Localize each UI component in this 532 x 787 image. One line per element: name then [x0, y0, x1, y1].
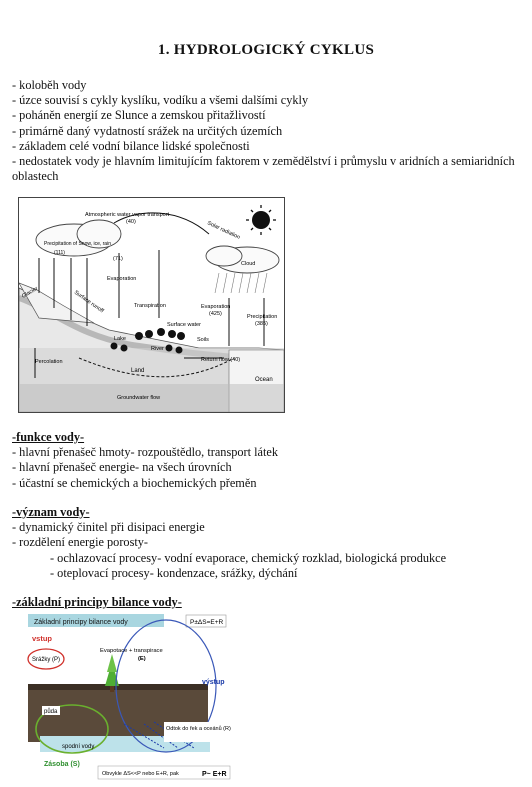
zasoba-label: Zásoba (S) [44, 761, 80, 768]
funkce-heading: -funkce vody- [12, 430, 85, 444]
funkce-item: - hlavní přenašeč hmoty- rozpouštědlo, transport látek [12, 445, 279, 460]
srazky-label: Srážky (P) [32, 657, 61, 663]
odtok-label: Odtok do řek a oceánů (R) [166, 726, 231, 732]
evap-e-label: (E) [138, 656, 146, 662]
precip-land-label: Precipitation of Snow, ice, rain [44, 241, 111, 247]
intro-item: - nedostatek vody je hlavním limitujícím faktorem v zemědělství i průmyslu v aridních a semiaridních oblastech [12, 154, 515, 184]
vyznam-item: - dynamický činitel při disipaci energie [12, 520, 205, 535]
spodni-label: spodní vody [62, 744, 95, 750]
water-balance-figure [14, 614, 254, 782]
vstup-label: vstup [32, 634, 53, 643]
balance-note-formula: P~ E+R [202, 771, 227, 778]
vyznam-item: - rozdělení energie porosty- [12, 535, 149, 550]
funkce-item: - hlavní přenašeč energie- na všech úrovních [12, 460, 232, 475]
ocean-label: Ocean [255, 377, 273, 383]
solar-label: Solar radiation [206, 220, 241, 241]
soils-label: Soils [197, 337, 209, 343]
funkce-item: - účastní se chemických a biochemických přeměn [12, 475, 257, 490]
precip-land-value: (111) [54, 250, 65, 256]
lake-label: Lake [114, 336, 126, 342]
funkce-section [12, 430, 520, 491]
precip-ocean-label: Precipitation [247, 314, 278, 320]
balance-note: Obvykle ΔS<<P nebo E+R, pak [102, 771, 179, 777]
evaporation-ocean-label: Evaporation [201, 304, 231, 310]
land-label: Land [131, 368, 145, 374]
hydrologic-cycle-figure [18, 197, 285, 413]
page-title: 1. HYDROLOGICKÝ CYKLUS [157, 42, 375, 58]
intro-item: - úzce souvisí s cykly kyslíku, vodíku a všemi dalšími cykly [12, 93, 309, 108]
intro-item: - základem celé vodní bilance lidské společnosti [12, 138, 250, 153]
evap-label: Evapotace + transpirace [100, 648, 163, 654]
evaporation-land-label: Evaporation [107, 276, 137, 282]
value-71: (71) [113, 256, 123, 262]
surface-water-label: Surface water [167, 322, 201, 328]
bilance-heading: -základní principy bilance vody- [12, 595, 182, 609]
vyznam-heading: -význam vody- [12, 505, 90, 519]
balance-fig-title: Základní principy bilance vody [34, 619, 128, 626]
return-flow-label: Return flow (40) [201, 357, 241, 363]
precip-ocean-value: (385) [255, 321, 268, 327]
cloud-label: Cloud [241, 261, 256, 267]
vyznam-section [12, 505, 520, 581]
groundwater-label: Groundwater flow [117, 395, 161, 401]
glacier-label: Glacier [21, 285, 40, 300]
vystup-label: výstup [202, 679, 225, 686]
intro-item: - primárně daný vydatností srážek na určitých územích [12, 123, 283, 138]
intro-list [12, 78, 520, 184]
bilance-heading-row [12, 595, 520, 610]
percolation-label: Percolation [35, 359, 63, 365]
intro-item: - poháněn energií ze Slunce a zemskou přitažlivostí [12, 108, 266, 123]
intro-item: - koloběh vody [12, 78, 87, 92]
balance-formula: P±ΔS=E+R [190, 619, 224, 626]
surface-runoff-label: Surface runoff [72, 289, 105, 315]
atmospheric-value: (40) [126, 219, 136, 225]
vyznam-subitem: - oteplovací procesy- kondenzace, srážky, dýchání [50, 565, 298, 580]
atmospheric-label: Atmospheric water vapor transport [85, 212, 170, 218]
river-label: River [151, 346, 164, 352]
evaporation-ocean-value: (425) [209, 311, 222, 317]
vyznam-subitem: - ochlazovací procesy- vodní evaporace, chemický rozklad, biologická produkce [50, 550, 447, 565]
transpiration-label: Transpiration [134, 303, 166, 309]
puda-label: půda [44, 709, 58, 715]
